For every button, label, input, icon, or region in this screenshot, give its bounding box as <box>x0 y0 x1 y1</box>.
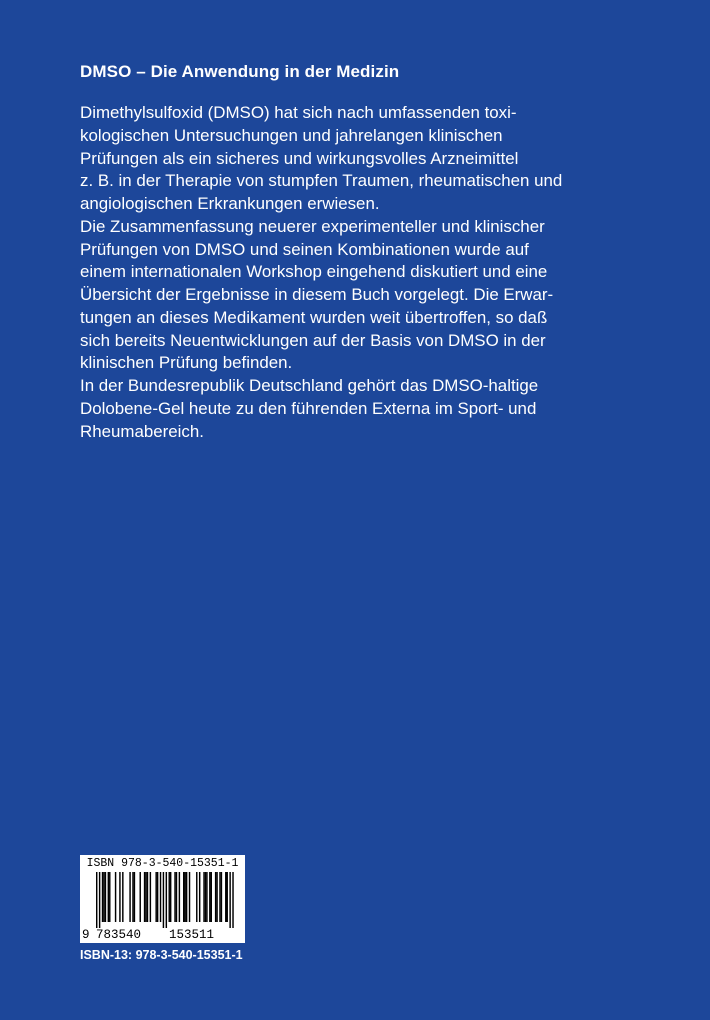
barcode-bar <box>206 872 207 922</box>
barcode-bar <box>144 872 145 922</box>
blurb-text <box>80 102 680 443</box>
barcode-bar <box>215 872 216 922</box>
barcode-bar <box>170 872 171 922</box>
blurb-line: tungen an dieses Medikament wurden weit übertroffen, so daß <box>80 307 548 327</box>
barcode-bar <box>115 872 116 922</box>
barcode-bar <box>221 872 222 922</box>
barcode-bar <box>211 872 212 922</box>
blurb-line: klinischen Prüfung befinden. <box>80 353 293 373</box>
barcode-bar <box>96 872 97 928</box>
barcode-bar <box>129 872 130 922</box>
barcode-bar <box>108 872 109 922</box>
blurb-line: Die Zusammenfassung neuerer experimenteller und klinischer <box>80 216 545 236</box>
barcode-bar <box>119 872 120 922</box>
blurb-line: Dolobene-Gel heute zu den führenden Externa im Sport- und <box>80 398 537 418</box>
barcode-bar <box>145 872 146 922</box>
blurb-line: Übersicht der Ergebnisse in diesem Buch vorgelegt. Die Erwar- <box>80 285 554 304</box>
barcode-bar <box>109 872 110 922</box>
barcode-bar <box>225 872 226 922</box>
blurb-line: kologischen Untersuchungen und jahrelangen klinischen <box>80 125 503 145</box>
barcode-bar <box>103 872 104 922</box>
blurb-line: In der Bundesrepublik Deutschland gehört das DMSO-haltige <box>80 376 539 395</box>
barcode-bar <box>189 872 190 922</box>
barcode-digits-left: 783540 <box>96 928 142 942</box>
isbn-13-text: ISBN-13: 978-3-540-15351-1 <box>80 948 243 962</box>
barcode-bar <box>155 872 156 922</box>
blurb-line: Dimethylsulfoxid (DMSO) hat sich nach umfassenden toxi- <box>80 103 517 122</box>
barcode-bar <box>176 872 177 922</box>
blurb-line: Prüfungen von DMSO und seinen Kombinationen wurde auf <box>80 239 529 259</box>
barcode-bar <box>122 872 123 922</box>
barcode-image <box>86 872 241 928</box>
barcode-bar <box>132 872 133 922</box>
barcode-bar <box>163 872 164 928</box>
barcode-digit-first: 9 <box>82 928 90 942</box>
barcode-digits <box>80 928 245 942</box>
barcode-bar <box>150 872 151 922</box>
barcode-bar <box>179 872 180 922</box>
barcode-bar <box>227 872 228 922</box>
barcode-bar <box>229 872 230 928</box>
barcode-bar <box>183 872 184 922</box>
barcode-bar <box>232 872 233 928</box>
barcode-bar <box>216 872 217 922</box>
barcode-bar <box>219 872 220 922</box>
barcode-bar <box>166 872 167 928</box>
barcode-bar <box>169 872 170 922</box>
blurb-line: sich bereits Neuentwicklungen auf der Basis von DMSO in der <box>80 330 546 350</box>
barcode-bar <box>199 872 200 922</box>
barcode-bar <box>105 872 106 922</box>
barcode-bar <box>147 872 148 922</box>
barcode-bar <box>203 872 204 922</box>
blurb-line: einem internationalen Workshop eingehend diskutiert und eine <box>80 262 548 282</box>
barcode-bar <box>140 872 141 922</box>
blurb-line: angiologischen Erkrankungen erwiesen. <box>80 194 380 213</box>
barcode-bar <box>99 872 100 928</box>
barcode-bar <box>160 872 161 922</box>
barcode-bar <box>102 872 103 922</box>
blurb-line: Prüfungen als ein sicheres und wirkungsvolles Arzneimittel <box>80 148 519 168</box>
blurb-line: Rheumabereich. <box>80 421 204 441</box>
barcode-label <box>80 855 245 943</box>
barcode-digits-right: 153511 <box>169 928 215 942</box>
barcode-bar <box>209 872 210 922</box>
barcode-bar <box>174 872 175 922</box>
barcode-bar <box>205 872 206 922</box>
barcode-bar <box>184 872 185 922</box>
blurb-line: z. B. in der Therapie von stumpfen Traumen, rheumatischen und <box>80 171 563 191</box>
barcode-bar <box>134 872 135 922</box>
cover-heading: DMSO – Die Anwendung in der Medizin <box>80 62 400 81</box>
barcode-bar <box>196 872 197 922</box>
barcode-isbn-text: ISBN 978-3-540-15351-1 <box>86 857 239 870</box>
barcode-bar <box>157 872 158 922</box>
barcode-bar <box>186 872 187 922</box>
